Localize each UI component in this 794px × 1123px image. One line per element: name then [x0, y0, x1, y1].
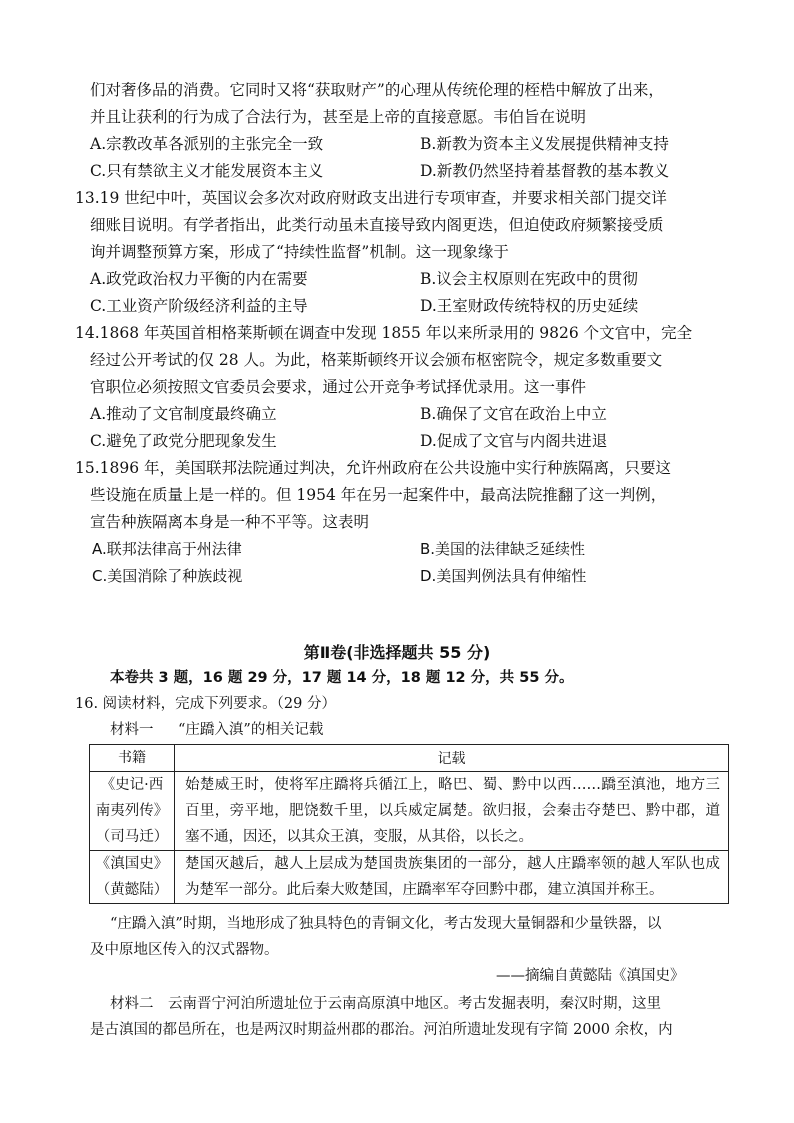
- q16-stem: 16. 阅读材料，完成下列要求。（29 分）: [75, 696, 336, 712]
- q14-option-d: D.促成了文官与内阁共进退: [420, 432, 608, 450]
- material1-source: ——摘编自黄懿陆《滇国史》: [496, 968, 685, 984]
- table-header-record: 记载: [175, 745, 729, 772]
- q13-line-2: 细账目说明。有学者指出，此类行动虽未直接导致内阁更迭，但迫使政府频繁接受质: [90, 216, 664, 234]
- q15-line-1: 15.1896 年，美国联邦法院通过判决，允许州政府在公共设施中实行种族隔离，只要这: [75, 459, 672, 477]
- q14-line-3: 官职位必须按照文官委员会要求，通过公开竞争考试择优录用。这一事件: [90, 378, 587, 396]
- q12-line-1: 们对奢侈品的消费。它同时又将“获取财产”的心理从传统伦理的桎梏中解放了出来，: [90, 81, 664, 99]
- q12-option-a: A.宗教改革各派别的主张完全一致: [90, 135, 324, 153]
- q15-option-c: C.美国消除了种族歧视: [92, 567, 243, 585]
- table-row: [90, 772, 729, 851]
- book-line: 南夷列传》: [95, 803, 169, 819]
- q15-line-2: 些设施在质量上是一样的。但 1954 年在另一起案件中，最高法院推翻了这一判例，: [90, 486, 667, 504]
- book-line: 《史记·西: [100, 777, 164, 793]
- table-cell-record: 始楚威王时，使将军庄蹻将兵循江上，略巴、蜀、黔中以西……蹻至滇池，地方三百里，旁平地，肥饶数千里，以兵威定属楚。欲归报，会秦击夺楚巴、黔中郡，道塞不通，因还，以其众王滇，变服，从其俗，以长之。: [175, 772, 729, 851]
- q15-option-b: B.美国的法律缺乏延续性: [420, 540, 586, 558]
- book-line: 《滇国史》: [95, 856, 169, 872]
- q14-option-a: A.推动了文官制度最终确立: [90, 405, 277, 423]
- q12-line-2: 并且让获利的行为成了合法行为，甚至是上帝的直接意愿。韦伯旨在说明: [90, 108, 587, 126]
- material1-label: 材料一: [110, 722, 154, 738]
- q13-line-3: 询并调整预算方案，形成了“持续性监督”机制。这一现象缘于: [90, 243, 509, 261]
- section-note: 本卷共 3 题，16 题 29 分，17 题 14 分，18 题 12 分，共 55 分。: [110, 670, 574, 686]
- book-line: （黄懿陆）: [95, 882, 169, 898]
- q15-option-d: D.美国判例法具有伸缩性: [420, 567, 587, 585]
- after-table-line-2: 及中原地区传入的汉式器物。: [90, 942, 279, 958]
- table-cell-record: 楚国灭越后，越人上层成为楚国贵族集团的一部分，越人庄蹻率领的越人军队也成为楚军一部分。此后秦大败楚国，庄蹻率军夺回黔中郡，建立滇国并称王。: [175, 851, 729, 904]
- q12-option-b: B.新教为资本主义发展提供精神支持: [420, 135, 669, 153]
- section-title: 第Ⅱ卷(非选择题共 55 分): [303, 643, 491, 662]
- book-line: （司马迁）: [95, 829, 169, 845]
- after-table-line-1: “庄蹻入滇”时期，当地形成了独具特色的青铜文化，考古发现大量铜器和少量铁器，以: [110, 916, 662, 932]
- q13-option-c: C.工业资产阶级经济利益的主导: [90, 297, 308, 315]
- table-header-row: [90, 745, 729, 772]
- material2-line-2: 是古滇国的都邑所在，也是两汉时期益州郡的郡治。河泊所遗址发现有字简 2000 余枚，内: [90, 1022, 673, 1038]
- q14-line-1: 14.1868 年英国首相格莱斯顿在调查中发现 1855 年以来所录用的 9826 个文官中，完全: [75, 324, 693, 342]
- q13-option-d: D.王室财政传统特权的历史延续: [420, 297, 639, 315]
- table-cell-book: [90, 772, 175, 851]
- q13-line-1: 13.19 世纪中叶，英国议会多次对政府财政支出进行专项审查，并要求相关部门提交详: [75, 189, 667, 207]
- material2-line-1: 材料二 云南晋宁河泊所遗址位于云南高原滇中地区。考古发掘表明，秦汉时期，这里: [110, 996, 661, 1012]
- table-row: [90, 851, 729, 904]
- table-cell-book: [90, 851, 175, 904]
- q14-line-2: 经过公开考试的仅 28 人。为此，格莱斯顿终开议会颁布枢密院令，规定多数重要文: [90, 351, 663, 369]
- table-header-book: 书籍: [90, 745, 175, 772]
- q13-option-b: B.议会主权原则在宪政中的贯彻: [420, 270, 638, 288]
- q15-line-3: 宣告种族隔离本身是一种不平等。这表明: [90, 513, 370, 531]
- q12-option-d: D.新教仍然坚持着基督教的基本教义: [420, 162, 670, 180]
- q12-option-c: C.只有禁欲主义才能发展资本主义: [90, 162, 324, 180]
- q15-option-a: A.联邦法律高于州法律: [92, 540, 242, 558]
- material1-title: “庄蹻入滇”的相关记载: [178, 722, 324, 738]
- q14-option-b: B.确保了文官在政治上中立: [420, 405, 607, 423]
- q13-option-a: A.政党政治权力平衡的内在需要: [90, 270, 308, 288]
- q14-option-c: C.避免了政党分肥现象发生: [90, 432, 277, 450]
- records-table: [89, 744, 729, 904]
